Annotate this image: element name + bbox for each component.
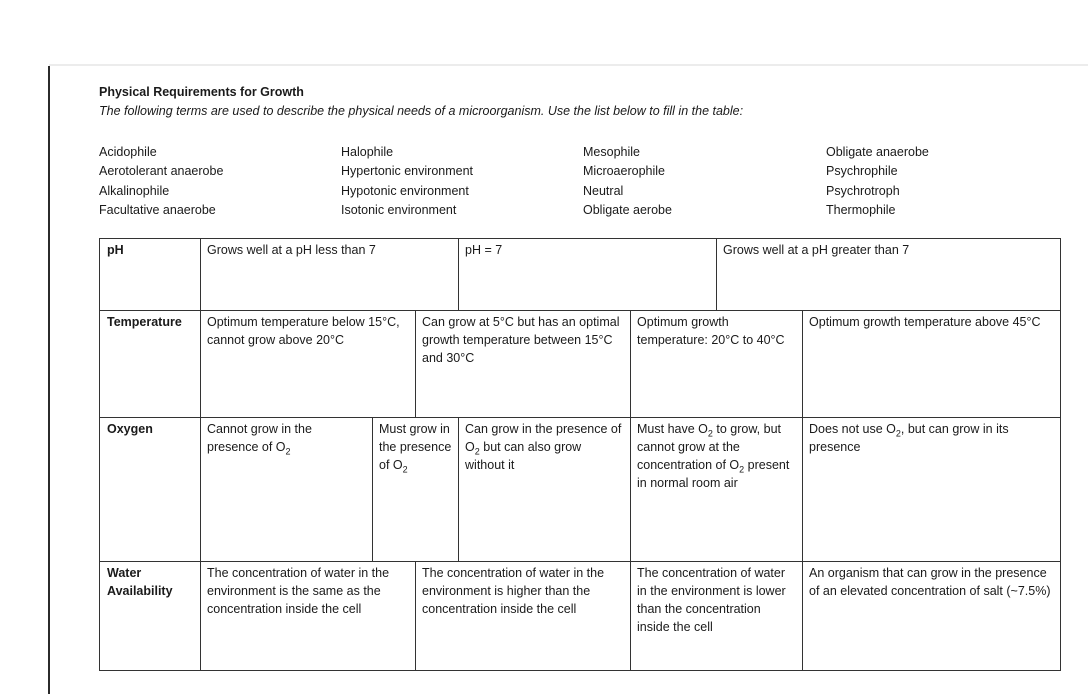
temperature-cell[interactable]: Optimum growth temperature above 45°C [803,311,1061,418]
term-item: Facultative anaerobe [99,202,216,217]
term-list-column-1 [99,143,223,220]
water-cell[interactable]: An organism that can grow in the presence of an elevated concentration of salt (~7.5%) [803,562,1061,671]
oxygen-cell[interactable]: Does not use $O_2$, but can grow in its presence [803,418,1061,562]
term-item: Psychrotroph [826,183,900,198]
water-cell[interactable]: The concentration of water in the environment is higher than the concentration inside the cell [416,562,631,671]
row-label-water-availability: Water Availability [100,562,201,671]
oxygen-cell[interactable]: Can grow in the presence of $O_2$ but can also grow without it [459,418,631,562]
term-item: Hypotonic environment [341,183,469,198]
ph-cell[interactable]: Grows well at a pH less than 7 [201,239,459,311]
ph-cell[interactable]: Grows well at a pH greater than 7 [717,239,1061,311]
water-cell[interactable]: The concentration of water in the environment is lower than the concentration inside the cell [631,562,803,671]
term-item: Alkalinophile [99,183,170,198]
term-item: Microaerophile [583,164,665,179]
oxygen-cell[interactable]: Must have $O_2$ to grow, but cannot grow at the concentration of $O_2$ present in normal room air [631,418,803,562]
section-title: Physical Requirements for Growth [99,85,304,99]
page-left-rule [48,66,50,694]
oxygen-row [100,418,1061,562]
section-instructions: The following terms are used to describe the physical needs of a microorganism. Use the list below to fill in the table: [99,104,744,118]
term-item: Obligate aerobe [583,202,672,217]
growth-requirements-table [99,238,1061,671]
ph-cell[interactable]: pH = 7 [459,239,717,311]
term-item: Isotonic environment [341,202,457,217]
oxygen-cell[interactable]: Must grow in the presence of $O_2$ [373,418,459,562]
temperature-cell[interactable]: Can grow at 5°C but has an optimal growth temperature between 15°C and 30°C [416,311,631,418]
term-item: Aerotolerant anaerobe [99,164,224,179]
ph-row [100,239,1061,311]
term-item: Acidophile [99,145,157,159]
water-cell[interactable]: The concentration of water in the environment is the same as the concentration inside the cell [201,562,416,671]
temperature-cell[interactable]: Optimum temperature below 15°C, cannot grow above 20°C [201,311,416,418]
term-item: Obligate anaerobe [826,145,929,159]
row-label-temperature: Temperature [100,311,201,418]
row-label-ph: pH [100,239,201,311]
row-label-oxygen: Oxygen [100,418,201,562]
term-list-column-3 [583,143,672,220]
term-item: Mesophile [583,145,640,159]
water-availability-row [100,562,1061,671]
term-item: Psychrophile [826,164,898,179]
temperature-cell[interactable]: Optimum growth temperature: 20°C to 40°C [631,311,803,418]
term-item: Hypertonic environment [341,164,474,179]
temperature-row [100,311,1061,418]
term-item: Halophile [341,145,394,159]
oxygen-cell[interactable]: Cannot grow in the presence of $O_2$ [201,418,373,562]
term-item: Neutral [583,183,624,198]
term-list-column-4 [826,143,929,220]
page-top-rule [49,64,1088,66]
term-list-column-2 [341,143,473,220]
term-item: Thermophile [826,202,896,217]
